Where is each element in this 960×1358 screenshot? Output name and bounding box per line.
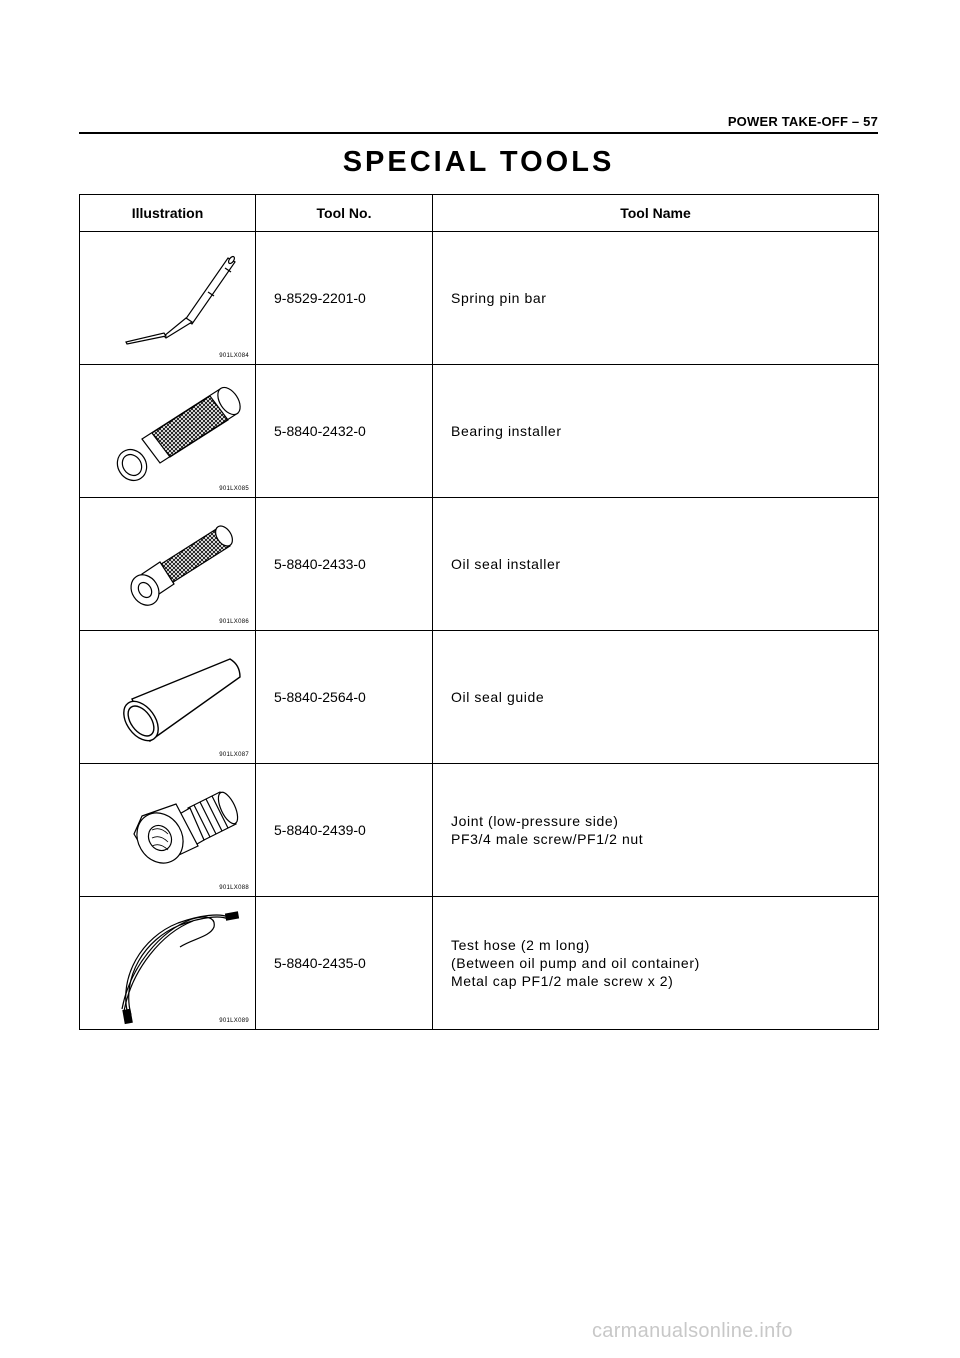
table-header-row [80, 195, 879, 232]
tool-name [433, 631, 879, 764]
tool-name [433, 365, 879, 498]
spring-pin-bar-icon [80, 232, 256, 364]
table-row [80, 232, 879, 365]
illustration-code: 901LX086 [219, 619, 249, 625]
page-title: SPECIAL TOOLS [342, 146, 615, 178]
illustration-cell [80, 365, 256, 498]
illustration-cell [80, 897, 256, 1030]
tool-name-line: Test hose (2 m long) [451, 937, 590, 953]
tool-no: 5-8840-2439-0 [256, 764, 433, 897]
illustration-cell [80, 631, 256, 764]
column-header-tool-no: Tool No. [256, 195, 433, 232]
table-row [80, 365, 879, 498]
tool-name-line: Oil seal guide [451, 689, 545, 705]
section-title: POWER TAKE-OFF – 57 [727, 114, 878, 129]
tool-name [433, 764, 879, 897]
illustration-code: 901LX084 [219, 353, 249, 359]
tool-name-line: Oil seal installer [451, 556, 561, 572]
table-row [80, 897, 879, 1030]
illustration-cell [80, 764, 256, 897]
tool-no: 5-8840-2433-0 [256, 498, 433, 631]
table-row [80, 764, 879, 897]
joint-icon [80, 764, 256, 896]
table-row [80, 631, 879, 764]
page-header [79, 112, 878, 134]
illustration-cell [80, 232, 256, 365]
bearing-installer-icon [80, 365, 256, 497]
column-header-tool-name: Tool Name [433, 195, 879, 232]
tool-name-line: Metal cap PF1/2 male screw x 2) [451, 973, 674, 989]
tool-no: 9-8529-2201-0 [256, 232, 433, 365]
tool-name-line: PF3/4 male screw/PF1/2 nut [451, 831, 644, 847]
oil-seal-guide-icon [80, 631, 256, 763]
illustration-cell [80, 498, 256, 631]
illustration-code: 901LX087 [219, 752, 249, 758]
tool-name-line: (Between oil pump and oil container) [451, 955, 700, 971]
column-header-illustration: Illustration [80, 195, 256, 232]
special-tools-table [79, 194, 879, 1030]
illustration-code: 901LX089 [219, 1018, 249, 1024]
tool-name [433, 498, 879, 631]
tool-no: 5-8840-2564-0 [256, 631, 433, 764]
illustration-code: 901LX085 [219, 486, 249, 492]
oil-seal-installer-icon [80, 498, 256, 630]
tool-name-line: Bearing installer [451, 423, 562, 439]
tool-no: 5-8840-2435-0 [256, 897, 433, 1030]
illustration-code: 901LX088 [219, 885, 249, 891]
tool-name-line: Joint (low-pressure side) [451, 813, 619, 829]
table-row [80, 498, 879, 631]
tool-no: 5-8840-2432-0 [256, 365, 433, 498]
watermark-link[interactable]: carmanualsonline.info [592, 1320, 793, 1342]
tool-name [433, 897, 879, 1030]
tool-name-line: Spring pin bar [451, 290, 547, 306]
test-hose-icon [80, 897, 256, 1029]
tool-name [433, 232, 879, 365]
